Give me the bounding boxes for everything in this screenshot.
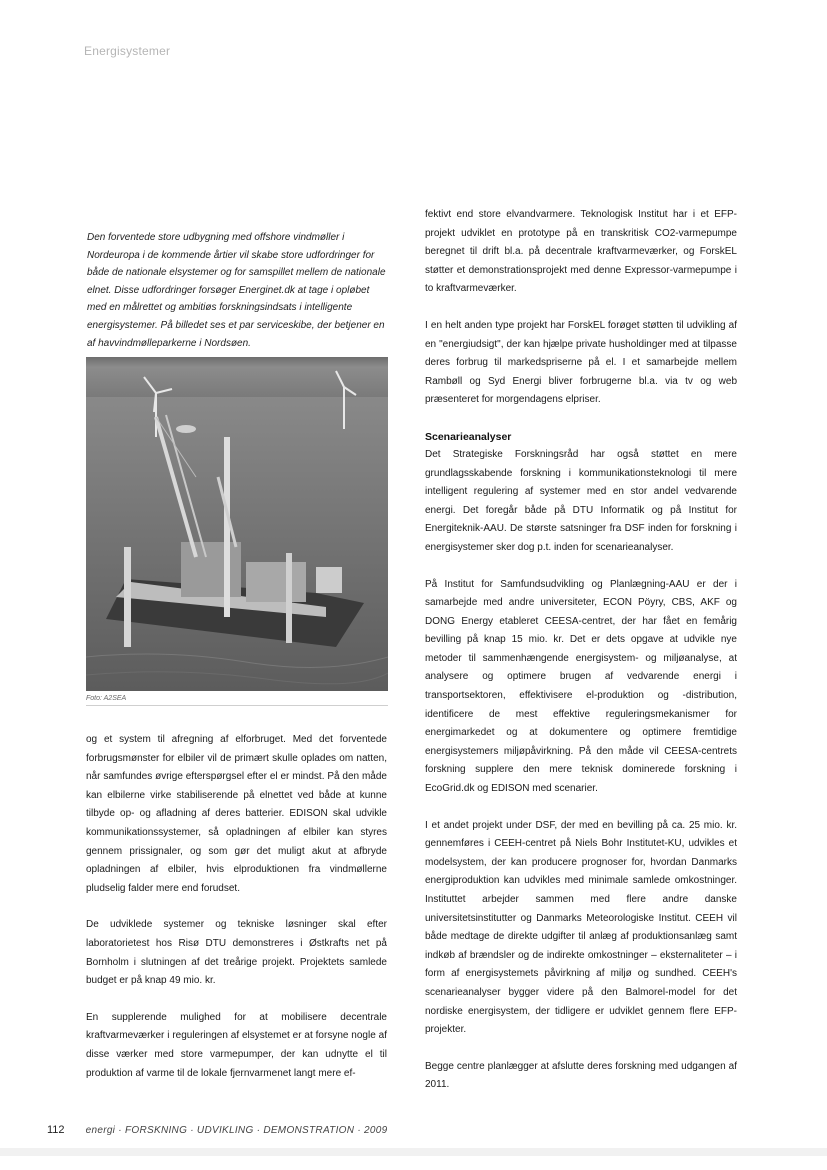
right-paragraph: I et andet projekt under DSF, der med en bevilling på ca. 25 mio. kr. gennemføres i CEEH-centret på Niels Bohr Institutet-KU, udvikles et modelsystem, der kan producere prognoser for, hvordan Danmarks energiproduktion kan udvikles med minimale samlede omkostninger. Instituttet arbejder sammen med flere andre danske universitetsinstitutter og Danmarks Meteorologiske Institut. CEEH vil både medtage de direkte udgifter til anlæg af produktionsanlæg samt indkøb af brændsler og de indirekte omkostninger – eksternaliteter – i form af energisystemets påvirkning af miljø og sundhed. CEEH's scenarieanalyser bygger videre på den Balmorel-model for det nordiske energisystem, der tidligere er udviklet gennem flere EFP-projekter.: [425, 819, 737, 1036]
caption-text: Den forventede store udbygning med offshore vindmøller i Nordeuropa i de kommende årtier vil skabe store udfordringer for både de nationale elsystemer og for samspillet mellem de nationale elnet. Disse udfordringer forsøger Energinet.dk at tage i opløbet med en målrettet og ambitiøs forskningsindsats i intelligente energisystemer. På billedet ses et par serviceskibe, der betjener en af havvindmølleparkerne i Nordsøen.: [87, 232, 386, 349]
journal-title: energi · FORSKNING · UDVIKLING · DEMONSTRATION · 2009: [85, 1125, 388, 1136]
photo-caption: [87, 229, 387, 352]
left-paragraph: og et system til afregning af elforbruget. Med det forventede forbrugsmønster for elbiler vil de primært skulle oplades om natten, når samfundes øvrige efterspørgsel efter el er mindst. På den måde kan elbilerne virke stabiliserende på elnettet ved både at kunne tilbyde op- og afladning af deres batterier. EDISON skal udvikle kommunikationssystemer, så opladningen af elbiler kan styres gennem prissignaler, og som gør det muligt akut at afbryde opladningen af elbiler, hvis elproduktionen fra vindmøllerne pludselig falder mere end forudset.: [86, 734, 387, 894]
offshore-service-ship-photo: [86, 357, 388, 691]
photo-credit: Foto: A2SEA: [86, 695, 127, 702]
left-column: [86, 731, 387, 1101]
section-heading: Scenarieanalyser: [425, 430, 512, 443]
left-paragraph: En supplerende mulighed for at mobilisere decentrale kraftvarmeværker i reguleringen af elsystemet er at forsyne nogle af disse værker med store varmepumper, der kan udnytte el til produktion af varme til de lokale fjernvarmenet langt mere ef-: [86, 1011, 387, 1079]
right-paragraph: Begge centre planlægger at afslutte deres forskning med udgangen af 2011.: [425, 1060, 737, 1091]
page-number: 112: [47, 1124, 65, 1136]
left-paragraph: De udviklede systemer og tekniske løsninger skal efter laboratorietest hos Risø DTU demonstreres i Østkrafts net på Bornholm i slutningen af det treårige projekt. Projektets samlede budget er på knap 49 mio. kr.: [86, 919, 387, 987]
bottom-edge-strip: [0, 1148, 827, 1156]
right-paragraph: I en helt anden type projekt har ForskEL forøget støtten til udvikling af en "energiudsigt", der kan hjælpe private husholdinger med at tilpasse deres forbrug til markedspriserne på el. I et samarbejde mellem Rambøll og Syd Energi bliver forbrugerne bl.a. via tv og web præsenteret for morgendagens elpriser.: [425, 319, 737, 406]
section-label: Energisystemer: [84, 44, 171, 58]
page-footer: [47, 1124, 388, 1136]
caption-divider: [86, 705, 388, 706]
right-paragraph: På Institut for Samfundsudvikling og Planlægning-AAU er der i samarbejde med andre universiteter, ECON Pöyry, CBS, AKF og DONG Energy etableret CEESA-centret, der har fået en femårig bevilling på knap 15 mio. kr. Det er dets opgave at udvikle nye metoder til sammenhængende energisystem- og miljøanalyse, at analysere og optimere brugen af vedvarende energi i transportsektoren, effektivisere el-produktion og -distribution, identificere de mest effektive reguleringsmekanismer for energimarkedet og at dokumentere og optimere fremtidige energisystemers miljøpåvirkning. På den måde vil CEESA-centrets forskning supplere den mere teknisk dominerede forskning i EcoGrid.dk og EDISON med scenarier.: [425, 578, 737, 795]
right-paragraph: Det Strategiske Forskningsråd har også støttet en mere grundlagsskabende forskning i kommunikationsteknologi til mere intelligent regulering af systemer med en stor andel vedvarende energi. Det foregår både på DTU Informatik og på Institut for Energiteknik-AAU. De største satsninger fra DSF inden for forskning i energisystemer sker dog p.t. inden for scenarieanalyser.: [425, 448, 737, 553]
photo-illustration: [86, 357, 388, 691]
right-paragraph: fektivt end store elvandvarmere. Teknologisk Institut har i et EFP-projekt udviklet en prototype på en transkritisk CO2-varmepumpe beregnet til drift bl.a. på decentrale kraftvarmeværker, og ForskEL støtter et demonstrationsprojekt med denne Expressor-varmepumpe i to kraftvarmeværker.: [425, 209, 737, 295]
right-column: [425, 206, 737, 1113]
